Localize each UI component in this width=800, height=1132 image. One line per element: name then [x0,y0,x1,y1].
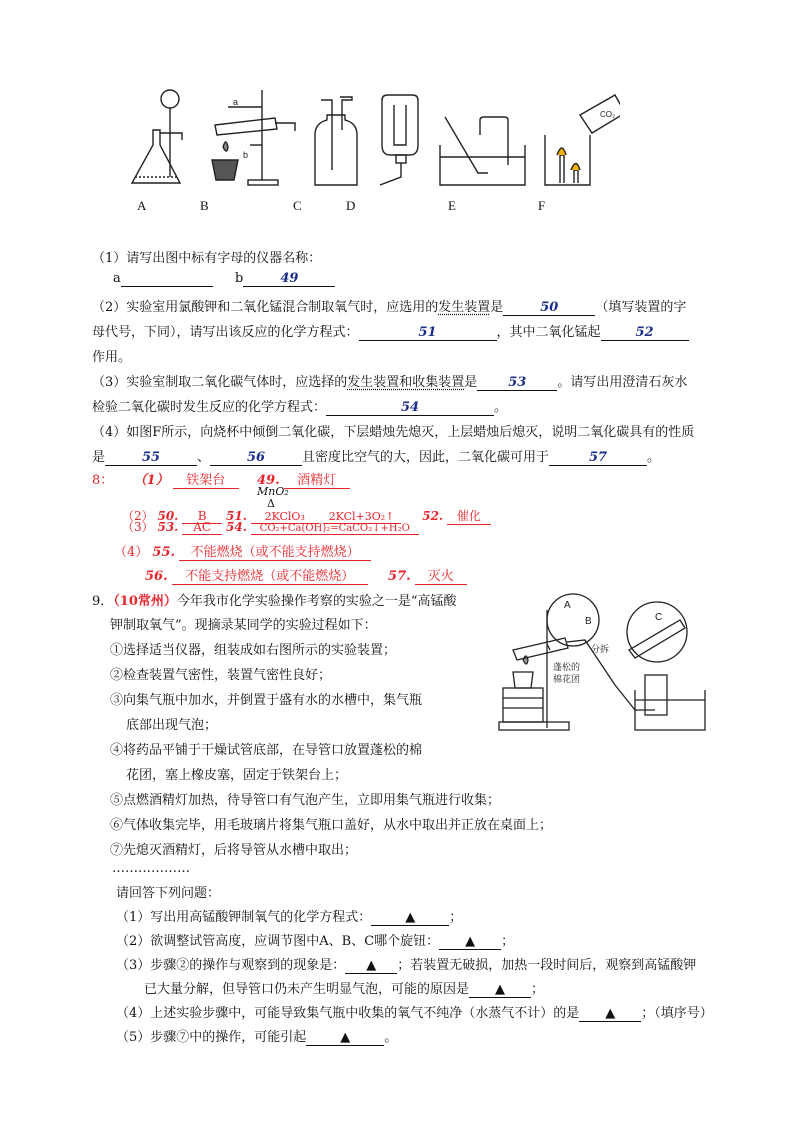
figure-label-a: A [137,198,147,213]
q9-intro2: 钾制取氧气”。现摘录某同学的实验过程如下： [110,618,377,633]
q9-sub3 [116,954,696,974]
q9-sub3-mid: ；若装置无破损，加热一段时间后，观察到高锰酸钾 [397,958,697,973]
answer8-line5 [145,565,467,585]
q9-prompt: 请回答下列问题： [116,886,221,901]
q3-line2-post: 。 [494,400,508,415]
answer-57: 灭火 [415,565,467,585]
q9-step-1: ①选择适当仪器，组装成如右图所示的实验装置； [110,643,397,658]
answer-48: 铁架台 [173,469,239,489]
figure-label-b: B [200,198,209,213]
mark-co2: CO₂ [600,110,616,119]
q9-sub3-line2 [144,978,544,998]
q9-sub5-post: 。 [384,1030,398,1045]
q9-sub3-line2-text: 已大量分解，但导管口仍未产生明显气泡，可能的原因是 [144,982,470,997]
q9-sub3-text: （3）步骤②的操作与观察到的现象是： [116,958,346,973]
answer-50: B [182,509,222,524]
q2-line2 [92,321,689,341]
q3-mid: 是 [464,375,478,390]
answer56-label: 56. [145,569,168,584]
blank-49[interactable]: 49 [243,271,335,287]
q9-fig-b: B [585,616,592,627]
q9-sub2-text: （2）欲调整试管高度，应调节图中A、B、C哪个旋钮： [116,934,440,949]
q9-sub1-blank[interactable]: ▲ [371,910,449,926]
q4-sep: 、 [197,450,211,465]
q2-line2-mid: ，其中二氧化锰起 [496,325,601,340]
q2-post: （填写装置的字 [595,300,687,315]
q3-dotted: 发生装置和收集装置 [347,375,465,390]
q9-sub5-blank[interactable]: ▲ [306,1030,384,1046]
answer8-num: 8： [92,473,114,488]
q1-b-label: b [235,271,244,286]
q9-step-2: ②检查装置气密性，装置气密性良好； [110,668,332,683]
blank-52[interactable]: 52 [601,325,689,341]
answer-51b: 2KCl+3O₂↑ [323,510,401,524]
blank-53[interactable]: 53 [477,375,557,391]
q9-intro1 [92,590,457,609]
apparatus-b [212,90,295,185]
figure-label-c: C [293,198,302,213]
mark-a: a [233,97,239,107]
apparatus-d [380,95,418,185]
q9-sub1 [116,906,462,926]
apparatus-e [440,117,525,185]
answer-52: 催化 [447,507,491,525]
blank-51[interactable]: 51 [359,325,497,341]
answer55-label: 55. [152,545,176,560]
q4-line1: （4）如图F所示，向烧杯中倾倒二氧化碳，下层蜡烛先熄灭，上层蜡烛后熄灭，说明二氧化碳具有的性质 [92,425,695,440]
q9-sub4-blank[interactable]: ▲ [579,1006,641,1022]
figure-label-d: D [346,198,356,213]
q9-fig-split: 分拆 [591,644,610,654]
q9-sub2-post: ； [501,934,515,949]
q9-fig-cotton2: 棉花团 [553,674,581,684]
answer57-label: 57. [388,569,411,584]
apparatus-a [132,90,182,183]
apparatus-f [545,95,620,185]
answer-56: 不能支持燃烧（或不能燃烧） [172,565,368,585]
answer-51a: 2KClO₃ [251,510,319,524]
apparatus-figure [120,85,620,195]
q9-sub4-post: ；（填序号） [641,1006,713,1021]
q1-line: （1）请写出图中标有字母的仪器名称： [92,251,322,266]
q4-line2-mid: 且密度比空气的大，因此，二氧化碳可用于 [302,450,550,465]
q2-text: （2）实验室用氯酸钾和二氧化锰混合制取氧气时，应选用的 [92,300,439,315]
q9-fig-a: A [564,600,571,611]
q9-sub3-blank1[interactable]: ▲ [345,958,397,974]
q9-step-4: ④将药品平铺于干燥试管底部，在导管口放置蓬松的棉 [110,743,423,758]
q9-sub3-blank2[interactable]: ▲ [469,982,531,998]
q4-line2 [92,446,660,466]
apparatus-c [315,97,357,185]
blank-a[interactable] [121,271,213,287]
answer50-label: 50. [157,509,179,523]
q9-step-4b: 花团，塞上橡皮塞，固定于铁架台上； [126,768,348,783]
answer51-label: 51. [226,509,247,523]
figure-label-f: F [538,198,546,213]
answer-54: CO₂+Ca(OH)₂=CaCO₃↓+H₂O [251,523,419,535]
answer-49: 酒精灯 [284,469,350,489]
q3-line2-text: 检验二氧化碳时发生反应的化学方程式： [92,400,327,415]
q3-post: 。请写出用澄清石灰水 [557,375,688,390]
q9-apparatus-figure [495,590,715,735]
q9-sub4-text: （4）上述实验步骤中，可能导致集气瓶中收集的氧气不纯净（水蒸气不计）的是 [116,1006,580,1021]
blank-55[interactable]: 55 [105,450,197,466]
blank-50[interactable]: 50 [503,300,595,316]
answer8-a1-label: （1） [133,473,169,488]
answer8-line1 [92,469,350,489]
q3-line2 [92,396,507,416]
answer8-line4 [114,541,371,561]
q9-source: （10常州） [113,594,177,609]
q9-fig-cotton1: 蓬松的 [553,662,581,672]
answer52-label: 52. [422,509,444,523]
q9-ellipsis: ……………… [112,861,190,876]
answer49-label: 49. [257,473,280,488]
q9-step-5: ⑤点燃酒精灯加热，待导管口有气泡产生，立即用集气瓶进行收集； [110,793,501,808]
answer53-label: 53. [157,520,179,534]
answer8-line3 [122,518,419,535]
q2-mid: 是 [490,300,504,315]
mno2-label: MnO₂ [257,485,289,498]
q4-line2-post: 。 [647,450,661,465]
q1-blanks [113,271,335,287]
figure-label-e: E [448,198,456,213]
answer54-label: 54. [226,520,247,534]
q9-sub1-post: ； [449,910,463,925]
mark-b: b [243,150,249,160]
q9-step-3b: 底部出现气泡； [126,718,218,733]
q9-step-6: ⑥气体收集完毕，用毛玻璃片将集气瓶口盖好，从水中取出并正放在桌面上； [110,818,553,833]
answer-55: 不能燃烧（或不能支持燃烧） [179,541,371,561]
q2-line2-text: 母代号，下同），请写出该反应的化学方程式： [92,325,359,340]
q1-a-label: a [113,271,121,286]
q9-step-3: ③向集气瓶中加水，并倒置于盛有水的水槽中，集气瓶 [110,693,423,708]
q9-sub2 [116,930,514,950]
q9-step-7: ⑦先熄灭酒精灯，后将导管从水槽中取出； [110,843,358,858]
q9-sub3-line2-post: ； [531,982,545,997]
q3-line1 [92,371,687,391]
q9-sub4 [116,1002,713,1022]
q2-dotted: 发生装置 [438,300,491,315]
answer8-a4-label: （4） [114,545,149,560]
q9-sub1-text: （1）写出用高锰酸钾制氧气的化学方程式： [116,910,372,925]
q4-line2-pre: 是 [92,450,106,465]
blank-54[interactable]: 54 [326,400,494,416]
q9-sub2-blank[interactable]: ▲ [439,934,501,950]
blank-56[interactable]: 56 [210,450,302,466]
delta-label: Δ [267,497,275,510]
q9-fig-c: C [655,612,663,623]
q3-text: （3）实验室制取二氧化碳气体时，应选择的 [92,375,348,390]
answer8-a2-label: （2） [122,509,154,523]
q2-line1 [92,296,686,316]
blank-57[interactable]: 57 [549,450,647,466]
q9-sub5-text: （5）步骤⑦中的操作，可能引起 [116,1030,307,1045]
answer8-a3-label: （3） [122,520,154,534]
answer-53: AC [182,520,222,535]
q2-line3: 作用。 [92,350,132,365]
q9-intro1-text: 今年我市化学实验操作考察的实验之一是“高锰酸 [176,594,457,609]
q9-sub5 [116,1026,397,1046]
q9-num: 9． [92,594,114,609]
